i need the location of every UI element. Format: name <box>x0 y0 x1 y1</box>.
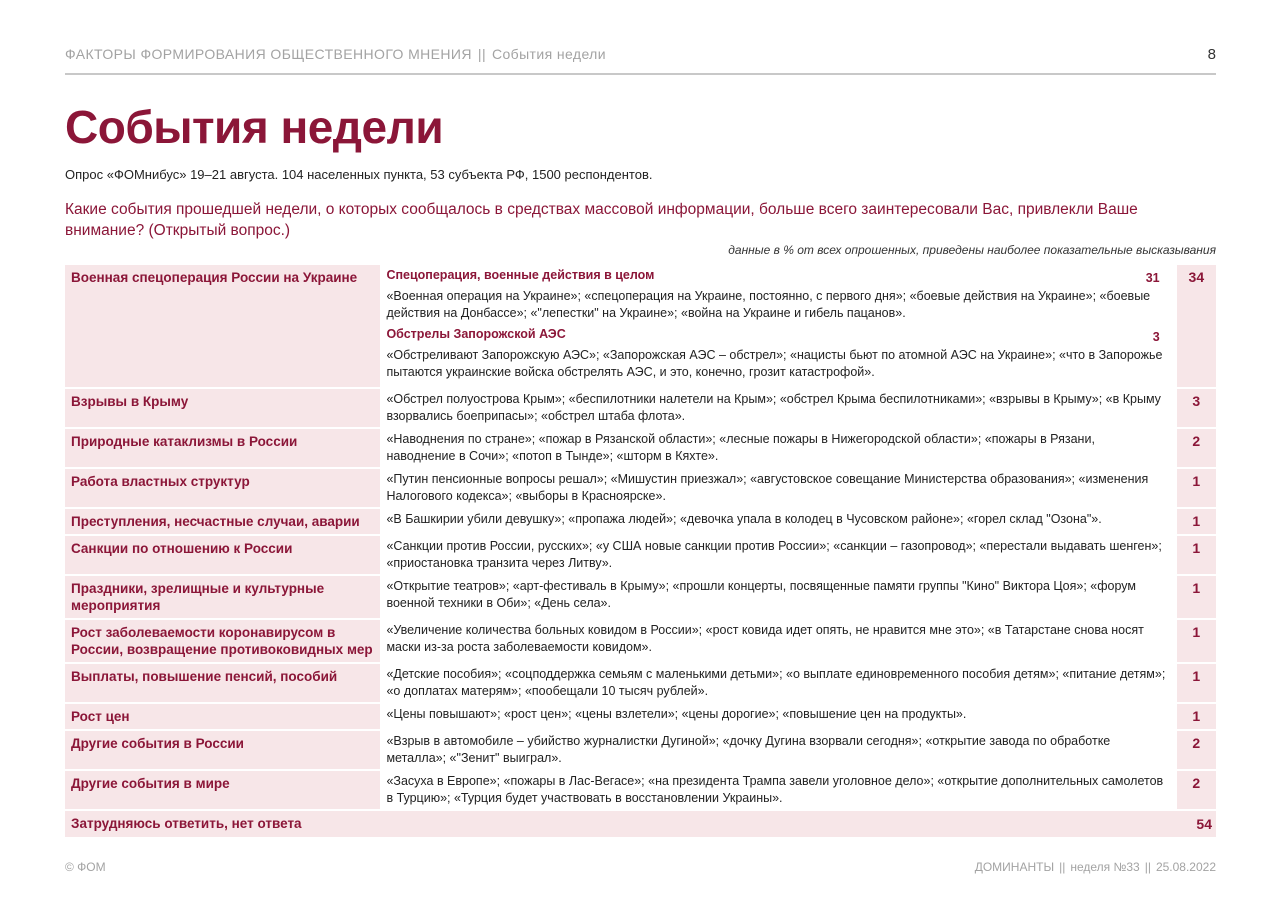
page-header <box>65 46 1216 66</box>
page <box>65 0 1216 905</box>
row-value: 2 <box>1174 731 1216 771</box>
header-divider <box>65 73 1216 75</box>
table-row <box>65 389 1216 429</box>
row-label: Рост заболеваемости коронавирусом в России, возвращение противоковидных мер <box>65 620 380 664</box>
row-value: 1 <box>1174 509 1216 536</box>
table-row <box>65 771 1216 811</box>
row-quotes: «В Башкирии убили девушку»; «пропажа людей»; «девочка упала в колодец в Чусовском районе»; «горел склад "Озона"». <box>380 509 1173 536</box>
subcategory-title: Обстрелы Запорожской АЭС <box>386 327 566 341</box>
row-label: Другие события в мире <box>65 771 380 811</box>
subcategory-quotes: «Обстреливают Запорожскую АЭС»; «Запорожская АЭС – обстрел»; «нацисты бьют по атомной АЭС на Украине»; «что в Запорожье пытаются украинские войска обстрелять АЭС, и это, конечно, грозит катастрофой». <box>386 348 1163 379</box>
table-row <box>65 664 1216 704</box>
row-value: 3 <box>1174 389 1216 429</box>
row-quotes: «Детские пособия»; «соцподдержка семьям с маленькими детьми»; «о выплате единовременного пособия детям»; «питание детям»; «о доплатах матерям»; «пообещали 10 тысяч рублей». <box>380 664 1173 704</box>
table-row <box>65 704 1216 731</box>
data-note: данные в % от всех опрошенных, приведены наиболее показательные высказывания <box>728 243 1216 257</box>
row-value: 1 <box>1174 576 1216 620</box>
total-label: Затрудняюсь ответить, нет ответа <box>65 811 1174 837</box>
page-title: События недели <box>65 101 444 153</box>
row-label: Преступления, несчастные случаи, аварии <box>65 509 380 536</box>
row-value: 1 <box>1174 620 1216 664</box>
table-row <box>65 265 1216 389</box>
row-quotes: «Засуха в Европе»; «пожары в Лас-Вегасе»; «на президента Трампа завели уголовное дело»; «открытие дополнительных самолетов в Турцию»; «Турция будет участвовать в восстановлении Украины». <box>380 771 1173 811</box>
row-label: Санкции по отношению к России <box>65 536 380 576</box>
table-row <box>65 509 1216 536</box>
row-quotes: «Санкции против России, русских»; «у США новые санкции против России»; «санкции – газопровод»; «перестали выдавать шенген»; «приостановка транзита через Литву». <box>380 536 1173 576</box>
row-quotes: «Увеличение количества больных ковидом в России»; «рост ковида идет опять, не нравится мне это»; «в Татарстане снова носят маски из-за роста заболеваемости ковидом». <box>380 620 1173 664</box>
table-row <box>65 536 1216 576</box>
survey-question: Какие события прошедшей недели, о которых сообщалось в средствах массовой информации, больше всего заинтересовали Вас, привлекли Ваше внимание? (Открытый вопрос.) <box>65 201 1138 239</box>
row-value: 34 <box>1174 265 1216 389</box>
table-row <box>65 620 1216 664</box>
footer-separator: || <box>1144 860 1151 874</box>
row-label: Работа властных структур <box>65 469 380 509</box>
row-label: Рост цен <box>65 704 380 731</box>
header-subsection: События недели <box>491 46 606 62</box>
row-quotes: «Открытие театров»; «арт-фестиваль в Крыму»; «прошли концерты, посвященные памяти группы "Кино" Виктора Цоя»; «форум военной техники в Оби»; «День села». <box>380 576 1173 620</box>
row-value: 1 <box>1174 469 1216 509</box>
table-row <box>65 576 1216 620</box>
row-value: 1 <box>1174 664 1216 704</box>
footer-week: неделя №33 <box>1070 860 1140 874</box>
subcategory-value: 3 <box>1152 330 1160 344</box>
footer-separator: || <box>1059 860 1066 874</box>
row-value: 1 <box>1174 704 1216 731</box>
total-row <box>65 811 1216 837</box>
survey-info: Опрос «ФОМнибус» 19–21 августа. 104 населенных пункта, 53 субъекта РФ, 1500 респондентов. <box>65 167 653 182</box>
table-row <box>65 731 1216 771</box>
row-label: Праздники, зрелищные и культурные мероприятия <box>65 576 380 620</box>
footer-info <box>975 860 1216 874</box>
table-row <box>65 429 1216 469</box>
page-number: 8 <box>1207 46 1216 63</box>
footer-date: 25.08.2022 <box>1155 860 1216 874</box>
header-separator: || <box>477 46 486 62</box>
row-quotes: «Взрыв в автомобиле – убийство журналистки Дугиной»; «дочку Дугина взорвали сегодня»; «открытие завода по обработке металла»; «"Зенит" выиграл». <box>380 731 1173 771</box>
total-value: 54 <box>1174 811 1216 837</box>
header-breadcrumb <box>65 46 606 62</box>
row-quotes: «Цены повышают»; «рост цен»; «цены взлетели»; «цены дорогие»; «повышение цен на продукты». <box>380 704 1173 731</box>
subcategory-heading <box>386 267 1165 284</box>
row-quotes: «Путин пенсионные вопросы решал»; «Мишустин приезжал»; «августовское совещание Министерства образования»; «изменения Налогового кодекса»; «выборы в Красноярске». <box>380 469 1173 509</box>
row-value: 1 <box>1174 536 1216 576</box>
footer-copyright: © ФОМ <box>65 860 106 874</box>
subcategory-quotes: «Военная операция на Украине»; «спецоперация на Украине, постоянно, с первого дня»; «боевые действия на Украине»; «боевые действия на Донбассе»; «"лепестки" на Украине»; «война на Украине и гибель пацанов». <box>386 289 1151 320</box>
events-table <box>65 265 1216 837</box>
footer-brand: ДОМИНАНТЫ <box>974 860 1055 874</box>
subcategory-value: 31 <box>1145 271 1160 285</box>
row-details <box>380 265 1173 389</box>
row-label: Выплаты, повышение пенсий, пособий <box>65 664 380 704</box>
row-quotes: «Наводнения по стране»; «пожар в Рязанской области»; «лесные пожары в Нижегородской области»; «пожары в Рязани, наводнение в Сочи»; «потоп в Тынде»; «шторм в Кяхте». <box>380 429 1173 469</box>
row-label: Природные катаклизмы в России <box>65 429 380 469</box>
subcategory-heading <box>386 326 1165 343</box>
row-label: Другие события в России <box>65 731 380 771</box>
row-quotes: «Обстрел полуострова Крым»; «беспилотники налетели на Крым»; «обстрел Крыма беспилотниками»; «взрывы в Крыму»; «в Крыму взорвались боеприпасы»; «обстрел штаба флота». <box>380 389 1173 429</box>
header-section: ФАКТОРЫ ФОРМИРОВАНИЯ ОБЩЕСТВЕННОГО МНЕНИЯ <box>65 46 472 62</box>
row-label: Военная спецоперация России на Украине <box>65 265 380 389</box>
table-row <box>65 469 1216 509</box>
subcategory-title: Спецоперация, военные действия в целом <box>386 268 655 282</box>
row-value: 2 <box>1174 429 1216 469</box>
row-label: Взрывы в Крыму <box>65 389 380 429</box>
row-value: 2 <box>1174 771 1216 811</box>
